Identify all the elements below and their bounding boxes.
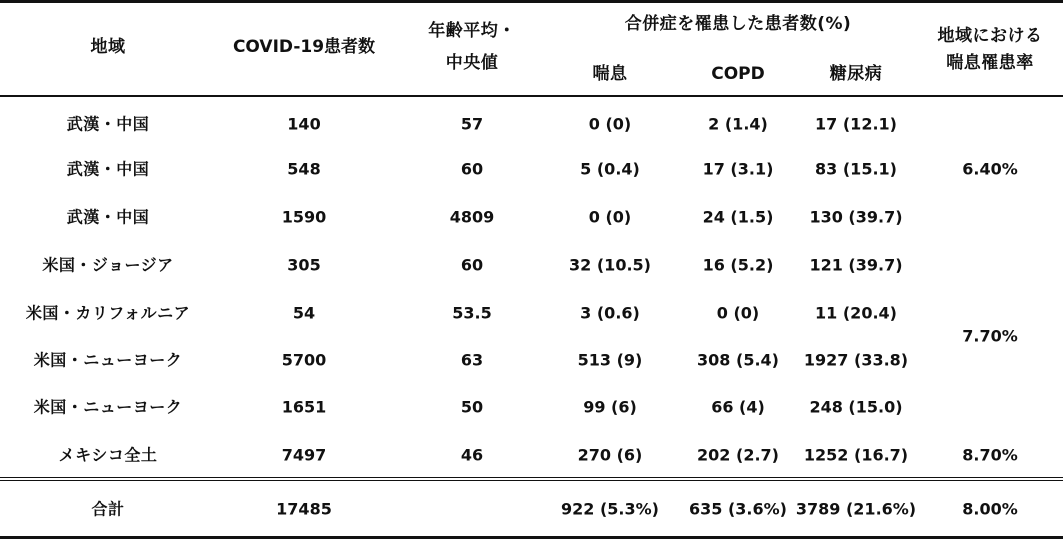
header-patients: COVID-19患者数: [232, 36, 376, 57]
rate-usa: 7.70%: [962, 326, 1018, 346]
row-6-patients: 5700: [281, 350, 327, 370]
header-region: 地域: [90, 36, 126, 57]
row-5-diabetes: 11 (20.4): [815, 303, 897, 323]
rate-mexico: 8.70%: [962, 445, 1018, 465]
row-8-patients: 7497: [281, 445, 327, 465]
header-asthma: 喘息: [592, 63, 628, 84]
header-copd: COPD: [711, 63, 765, 84]
row-7-diabetes: 248 (15.0): [809, 397, 903, 417]
bottom-rule: [0, 536, 1063, 539]
header-rate-line2: 喘息罹患率: [946, 52, 1034, 73]
row-2-patients: 548: [287, 159, 321, 179]
header-rule: [0, 95, 1063, 97]
row-4-asthma: 32 (10.5): [569, 255, 651, 275]
row-2-copd: 17 (3.1): [702, 159, 774, 179]
header-age-line2: 中央値: [445, 52, 499, 73]
row-8-asthma: 270 (6): [577, 445, 643, 465]
row-6-diabetes: 1927 (33.8): [803, 350, 909, 370]
row-5-copd: 0 (0): [716, 303, 760, 323]
row-8-region: メキシコ全土: [58, 445, 158, 465]
row-1-copd: 2 (1.4): [708, 114, 768, 134]
row-5-asthma: 3 (0.6): [580, 303, 640, 323]
row-8-copd: 202 (2.7): [697, 445, 779, 465]
row-5-age: 53.5: [452, 303, 492, 323]
row-7-copd: 66 (4): [711, 397, 765, 417]
row-1-age: 57: [460, 114, 484, 134]
row-1-region: 武漢・中国: [66, 114, 150, 134]
total-rule-lower: [0, 480, 1063, 481]
total-patients: 17485: [276, 499, 332, 519]
row-4-copd: 16 (5.2): [702, 255, 774, 275]
row-7-age: 50: [460, 397, 484, 417]
row-6-asthma: 513 (9): [577, 350, 643, 370]
total-asthma: 922 (5.3%): [561, 499, 659, 519]
row-4-region: 米国・ジョージア: [42, 255, 174, 275]
total-copd: 635 (3.6%): [689, 499, 787, 519]
row-5-region: 米国・カリフォルニア: [25, 303, 191, 323]
header-comorbid-group: 合併症を罹患した患者数(%): [624, 13, 852, 34]
top-rule: [0, 0, 1063, 3]
row-1-patients: 140: [287, 114, 321, 134]
header-rate-line1: 地域における: [937, 25, 1043, 46]
row-3-age: 4809: [449, 207, 495, 227]
row-2-diabetes: 83 (15.1): [815, 159, 897, 179]
row-7-asthma: 99 (6): [583, 397, 637, 417]
row-2-asthma: 5 (0.4): [580, 159, 640, 179]
row-6-copd: 308 (5.4): [697, 350, 779, 370]
total-rate: 8.00%: [962, 499, 1018, 519]
total-diabetes: 3789 (21.6%): [795, 499, 917, 519]
row-3-copd: 24 (1.5): [702, 207, 774, 227]
row-4-age: 60: [460, 255, 484, 275]
header-diabetes: 糖尿病: [829, 63, 883, 84]
row-2-region: 武漢・中国: [66, 159, 150, 179]
row-3-diabetes: 130 (39.7): [809, 207, 903, 227]
row-3-asthma: 0 (0): [588, 207, 632, 227]
total-rule-upper: [0, 477, 1063, 478]
row-5-patients: 54: [292, 303, 316, 323]
row-2-age: 60: [460, 159, 484, 179]
row-1-diabetes: 17 (12.1): [815, 114, 897, 134]
row-6-region: 米国・ニューヨーク: [33, 350, 183, 370]
row-3-patients: 1590: [281, 207, 327, 227]
row-7-patients: 1651: [281, 397, 327, 417]
row-4-diabetes: 121 (39.7): [809, 255, 903, 275]
header-age-line1: 年齢平均・: [428, 20, 516, 41]
row-1-asthma: 0 (0): [588, 114, 632, 134]
total-label: 合計: [91, 499, 125, 519]
row-3-region: 武漢・中国: [66, 207, 150, 227]
row-8-diabetes: 1252 (16.7): [803, 445, 909, 465]
row-7-region: 米国・ニューヨーク: [33, 397, 183, 417]
rate-china: 6.40%: [962, 159, 1018, 179]
row-4-patients: 305: [287, 255, 321, 275]
row-6-age: 63: [460, 350, 484, 370]
row-8-age: 46: [460, 445, 484, 465]
